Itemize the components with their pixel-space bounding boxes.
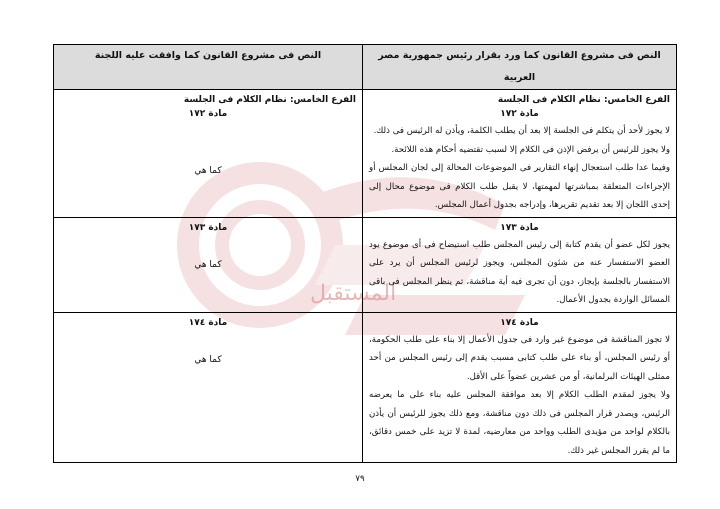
original-text-cell xyxy=(363,312,677,463)
watermark-text: المستقبل xyxy=(310,281,397,306)
committee-text-cell xyxy=(54,312,363,463)
committee-text-cell xyxy=(54,217,363,312)
table-row xyxy=(54,217,677,312)
paragraph: لا تجوز المناقشة فى موضوع غير وارد فى جدول الأعمال إلا بناء على طلب الحكومة، أو رئيس المجلس، أو بناء على طلب كتابى مسبب يقدم إلى رئيس المجلس من أحد ممثلى الهيئات البرلمانية، أو من عشرين عضواً على الأقل. xyxy=(369,334,670,382)
article-title: مادة ١٧٣ xyxy=(500,222,539,233)
unchanged-note: كما هي xyxy=(194,354,222,365)
header-committee-text: النص فى مشروع القانون كما وافقت عليه اللجنة xyxy=(54,45,363,90)
page-number: ٧٩ xyxy=(355,474,365,484)
article-title: مادة ١٧٤ xyxy=(188,317,228,328)
unchanged-note: كما هي xyxy=(194,259,222,270)
unchanged-note: كما هي xyxy=(194,166,222,176)
branch-title: الفرع الخامس: نظام الكلام فى الجلسة xyxy=(183,95,356,105)
paragraph: وفيما عدا طلب استعجال إنهاء التقارير فى الموضوعات المحالة إلى لجان المجلس أو الإجراءات المتعلقة بمباشرتها لمهمتها، لا يقبل طلب الكلام فى موضوع محال إلى إحدى اللجان إلا بعد تقديم تقريرها، وإدراجه بجدول أعمال المجلس. xyxy=(369,163,670,210)
paragraph: ولا يجوز للرئيس أن يرفض الإذن فى الكلام إلا لسبب تقتضيه أحكام هذه اللائحة. xyxy=(391,144,670,155)
table-row xyxy=(54,90,677,218)
branch-title: الفرع الخامس: نظام الكلام فى الجلسة xyxy=(497,95,670,105)
table-row xyxy=(54,312,677,463)
article-title: مادة ١٧٢ xyxy=(500,109,539,119)
original-text-cell xyxy=(363,90,677,218)
paragraph: يجوز لكل عضو أن يقدم كتابة إلى رئيس المجلس طلب استيضاح فى أى موضوع يود العضو الاستفسار عنه من شئون المجلس، ويجوز لرئيس المجلس أن يرد على الاستفسار بالجلسة بإيجاز، دون أن تجرى فيه أية مناقشة، ثم ينظر المجلس فى باقى المسائل الواردة بجدول الأعمال. xyxy=(369,239,670,305)
paragraph: لا يجوز لأحد أن يتكلم فى الجلسة إلا بعد أن يطلب الكلمة، ويأذن له الرئيس فى ذلك. xyxy=(373,126,670,136)
paragraph: ولا يجوز لمقدم الطلب الكلام إلا بعد موافقة المجلس عليه بناء على ما يعرضه الرئيس، ويصدر قرار المجلس فى ذلك دون مناقشة، ومع ذلك يجوز للرئيس أن يأذن بالكلام لواحد من مؤيدى الطلب وواحد من معارضيه، لمدة لا تزيد على خمس دقائق، ما لم يقرر المجلس غير ذلك. xyxy=(369,390,670,456)
header-original-text: النص فى مشروع القانون كما ورد بقرار رئيس جمهورية مصر العربية xyxy=(363,45,677,90)
article-title: مادة ١٧٤ xyxy=(500,317,539,328)
table-header-row xyxy=(54,45,677,90)
comparison-table xyxy=(53,44,677,463)
committee-text-cell xyxy=(54,90,363,218)
article-title: مادة ١٧٣ xyxy=(188,222,228,233)
original-text-cell xyxy=(363,217,677,312)
article-title: مادة ١٧٢ xyxy=(188,109,228,119)
